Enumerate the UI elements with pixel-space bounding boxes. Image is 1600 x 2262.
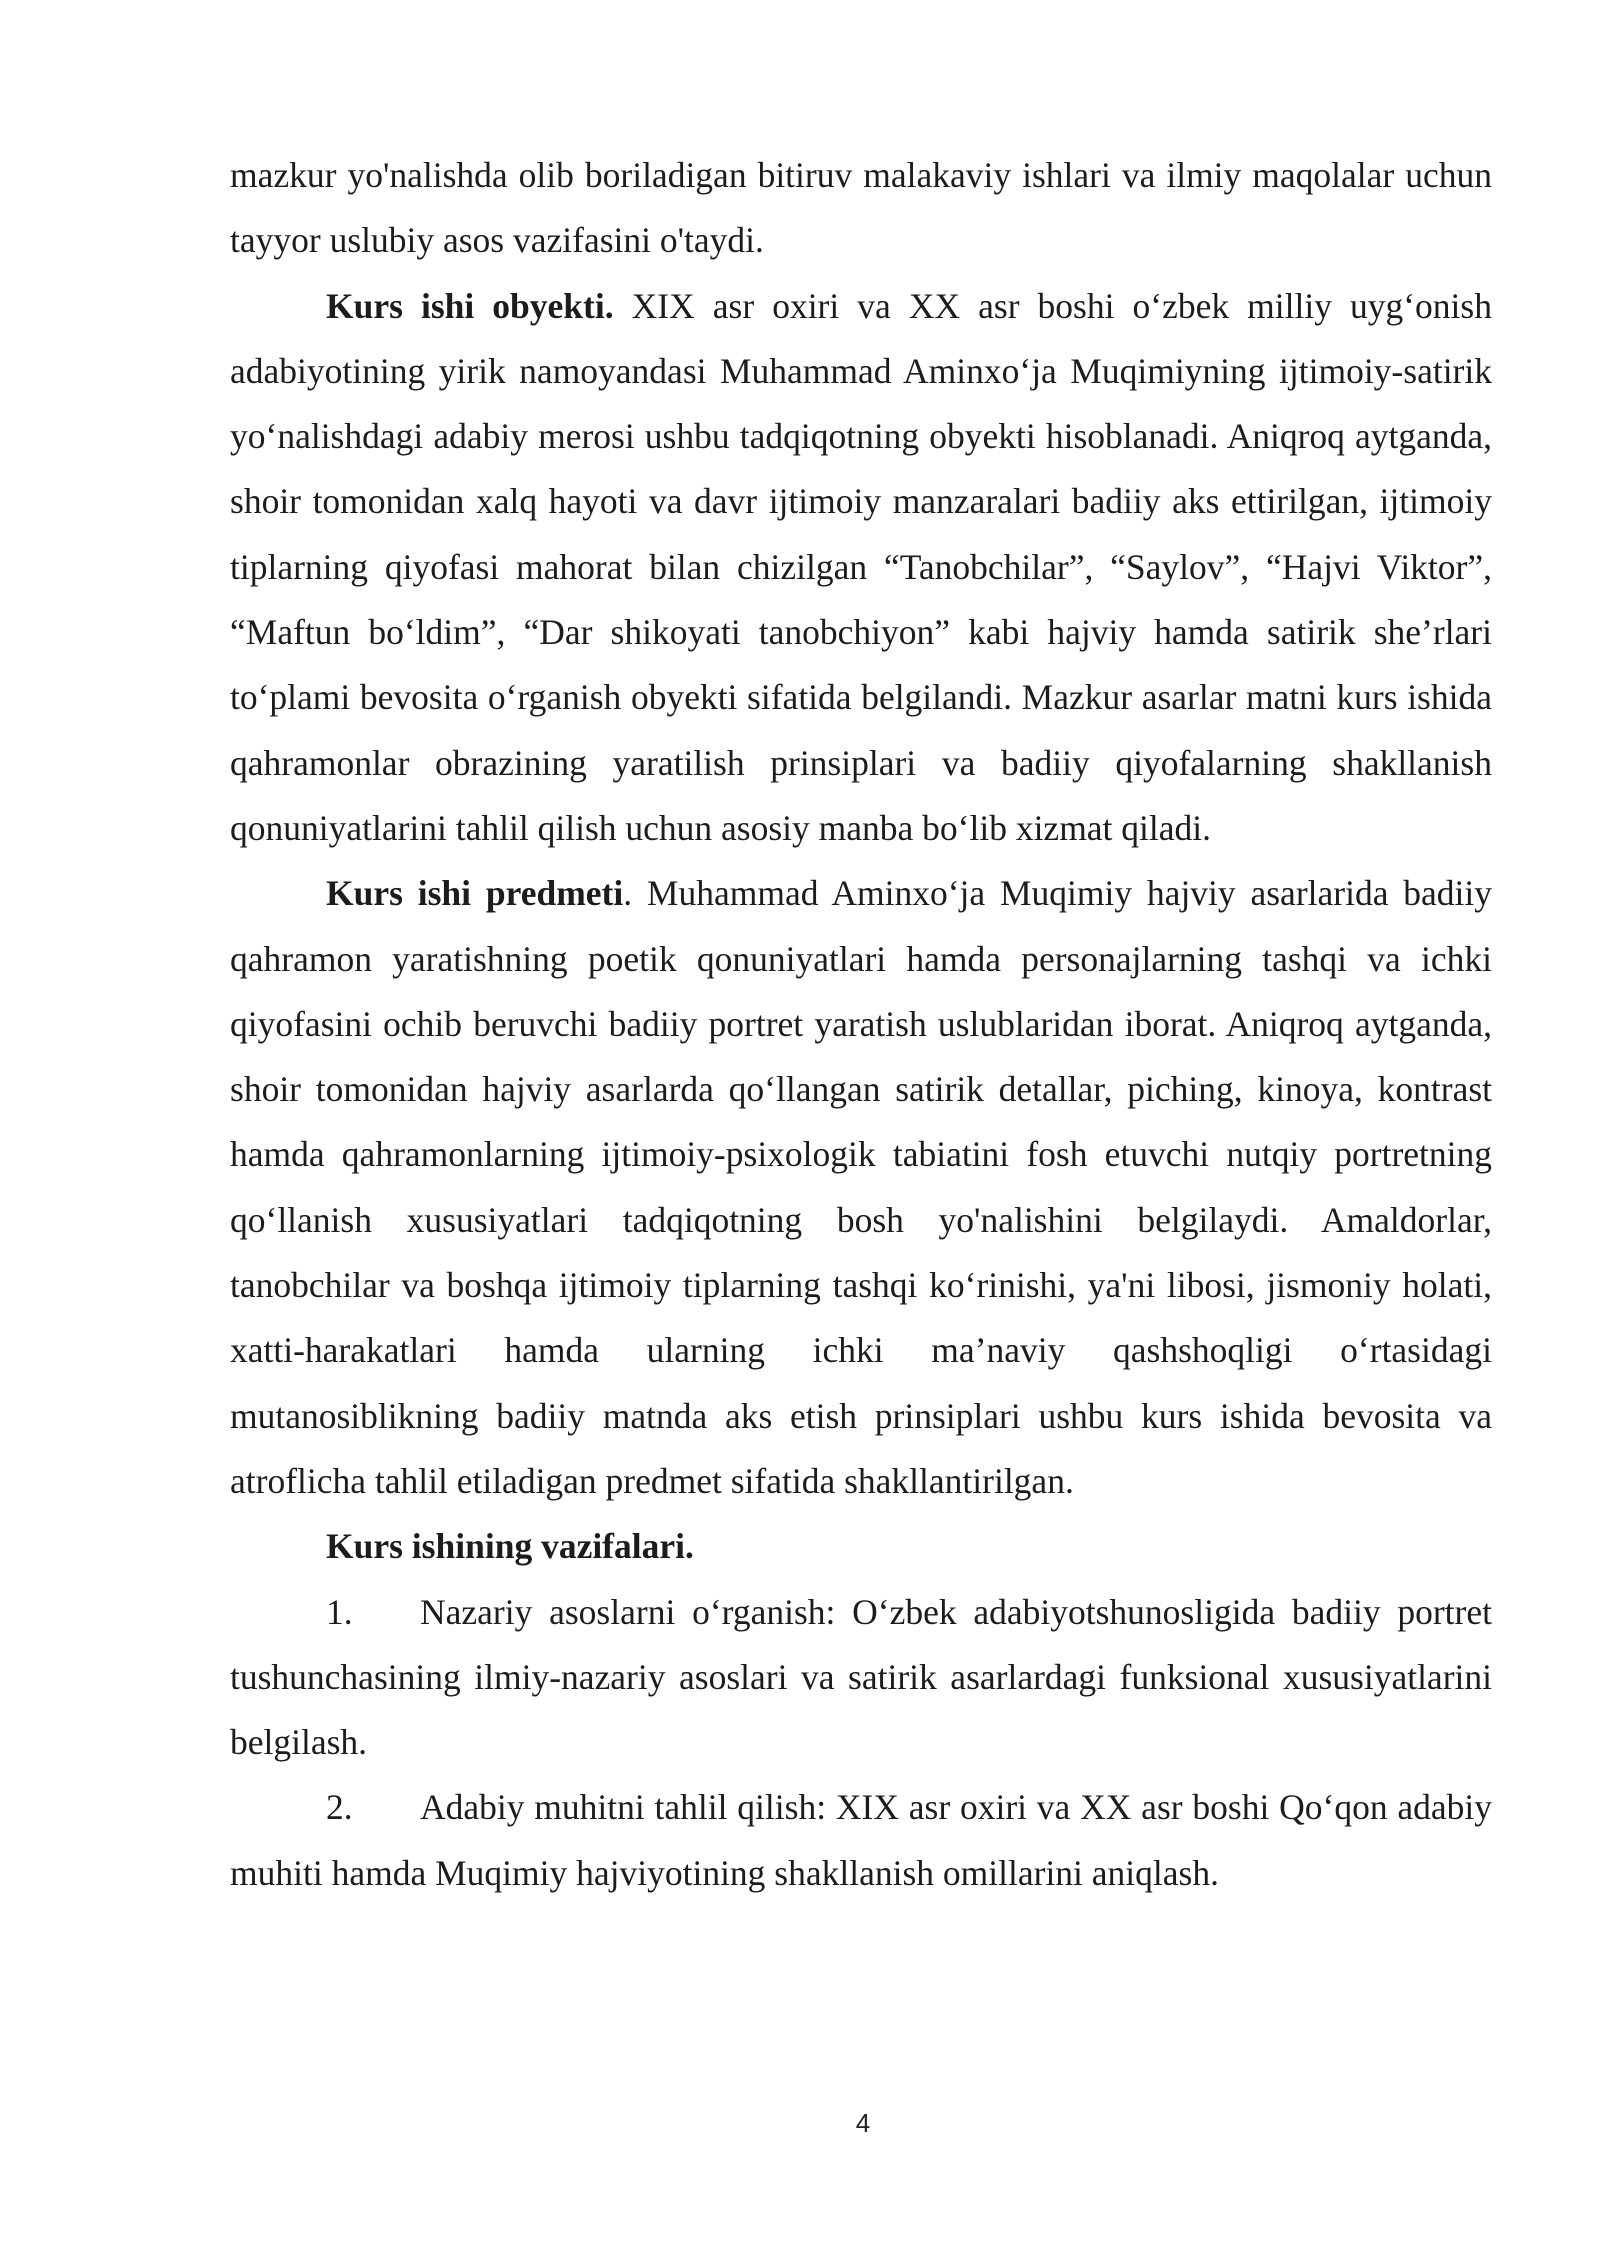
task-item-2 — [230, 1775, 1492, 1906]
task-item-1 — [230, 1580, 1492, 1776]
object-text: XIX asr oxiri va XX asr boshi o‘zbek milliy uyg‘onish adabiyotining yirik namoyandasi Muhammad Aminxo‘ja Muqimiyning ijtimoiy-satirik yo‘nalishdagi adabiy merosi ushbu tadqiqotning obyekti hisoblanadi. Aniqroq aytganda, shoir tomonidan xalq hayoti va davr ijtimoiy manzaralari badiiy aks ettirilgan, ijtimoiy tiplarning qiyofasi mahorat bilan chizilgan “Tanobchilar”, “Saylov”, “Hajvi Viktor”, “Maftun bo‘ldim”, “Dar shikoyati tanobchiyon” kabi hajviy hamda satirik she’rlari to‘plami bevosita o‘rganish obyekti sifatida belgilandi. Mazkur asarlar matni kurs ishida qahramonlar obrazining yaratilish prinsiplari va badiiy qiyofalarning shakllanish qonuniyatlarini tahlil qilish uchun asosiy manba bo‘lib xizmat qiladi. — [230, 285, 1492, 848]
subject-heading: Kurs ishi predmeti — [326, 873, 624, 914]
task-text: Adabiy muhitni tahlil qilish: XIX asr oxiri va XX asr boshi Qo‘qon adabiy muhiti hamda Muqimiy hajviyotining shakllanish omillarini aniqlash. — [230, 1787, 1492, 1893]
subject-text: . Muhammad Aminxo‘ja Muqimiy hajviy asarlarida badiiy qahramon yaratishning poetik qonuniyatlari hamda personajlarning tashqi va ichki qiyofasini ochib beruvchi badiiy portret yaratish uslublaridan iborat. Aniqroq aytganda, shoir tomonidan hajviy asarlarda qo‘llangan satirik detallar, piching, kinoya, kontrast hamda qahramonlarning ijtimoiy-psixologik tabiatini fosh etuvchi nutqiy portretning qo‘llanish xususiyatlari tadqiqotning bosh yo'nalishini belgilaydi. Amaldorlar, tanobchilar va boshqa ijtimoiy tiplarning tashqi ko‘rinishi, ya'ni libosi, jismoniy holati, xatti-harakatlari hamda ularning ichki ma’naviy qashshoqligi o‘rtasidagi mutanosiblikning badiiy matnda aks etish prinsiplari ushbu kurs ishida bevosita va atroflicha tahlil etiladigan predmet sifatida shakllantirilgan. — [230, 873, 1493, 1501]
task-text: Nazariy asoslarni o‘rganish: O‘zbek adabiyotshunosligida badiiy portret tushunchasining ilmiy-nazariy asoslari va satirik asarlardagi funksional xususiyatlarini belgilash. — [230, 1591, 1492, 1763]
tasks-heading: Kurs ishining vazifalari. — [326, 1526, 694, 1567]
intro-paragraph: mazkur yo'nalishda olib boriladigan bitiruv malakaviy ishlari va ilmiy maqolalar uchun tayyor uslubiy asos vazifasini o'taydi. — [230, 155, 1492, 261]
task-number: 2. — [326, 1787, 353, 1828]
object-paragraph — [230, 274, 1492, 862]
page-content — [230, 143, 1492, 1906]
page-number: 4 — [855, 2108, 871, 2138]
subject-paragraph — [230, 861, 1492, 1514]
object-heading: Kurs ishi obyekti. — [326, 285, 614, 326]
task-number: 1. — [326, 1591, 353, 1632]
